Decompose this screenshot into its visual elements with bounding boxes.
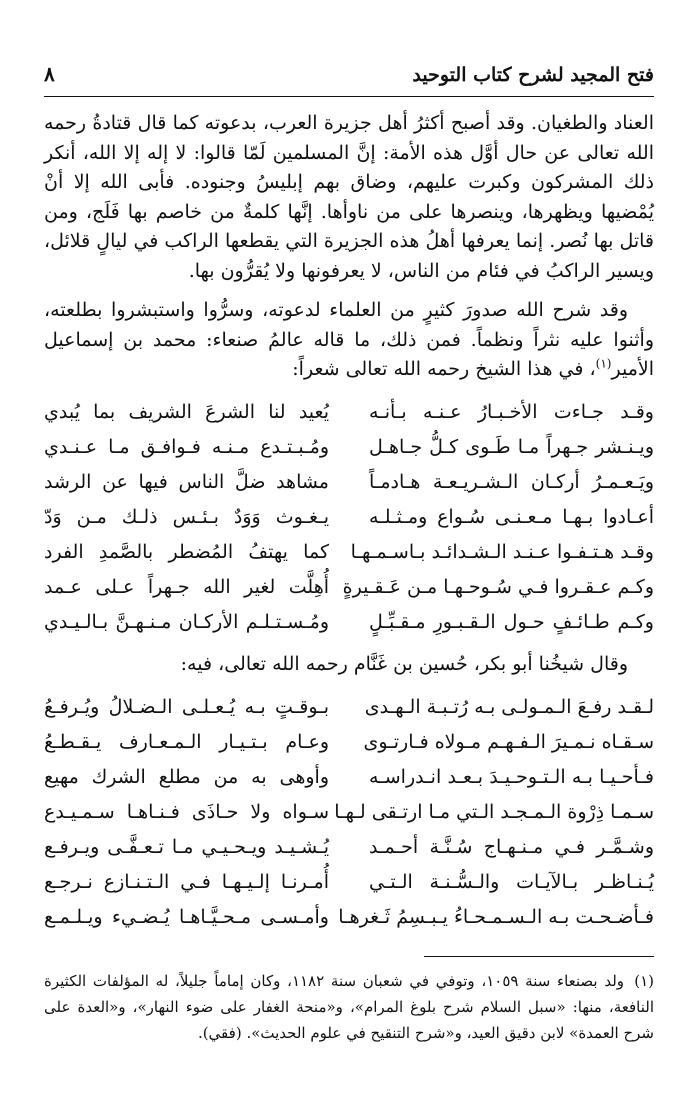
verse bbox=[44, 724, 654, 759]
verse-second-half: ومُـبـتـدع مـنـه فـوافـق مـا عـنـدي bbox=[44, 436, 329, 458]
verse-second-half: وأمـسـى مـحـيَّـاهـا يُـضـيء ويـلـمـع bbox=[44, 905, 329, 928]
verse-second-half: ومُـسـتـلـم الأركـان مـنـهـنَّ بـالـيـدي bbox=[44, 611, 329, 633]
verse bbox=[44, 605, 654, 640]
book-page bbox=[44, 62, 654, 1062]
verse-first-half: فـأحـيـا بـه الـتـوحـيـدَ بـعـد انـدراسـه bbox=[369, 765, 654, 788]
poem-al-amir bbox=[44, 395, 654, 640]
verse-first-half: وقـد هـتـفـوا عـنـد الـشـدائـد بـاسـمـهـا bbox=[350, 541, 654, 563]
footnote-text: ولد بصنعاء سنة ١٠٥٩، وتوفي في شعبان سنة ١١٨٢، وكان إماماً جليلاً، له المؤلفات الكثيرة النافعة، منها: «سبل السلام شرح بلوغ المرام»، و«منحة الغفار على ضوء النهار»، و«العدة على شرح العمدة» لابن دقيق العيد، و«شرح التنقيح في علوم الحديث». (فقي). bbox=[44, 972, 654, 1042]
verse-first-half: سـقـاه نـمـيرَ الـفـهـم مـولاه فـارتـوى bbox=[363, 730, 654, 753]
verse-first-half: ويـنـشر جـهراً مـا طَـوى كـلُّ جـاهـل bbox=[369, 436, 654, 458]
paragraph-1: العناد والطغيان. وقد أصبح أكثرُ أهل جزيرة العرب، بدعوته كما قال قتادةُ رحمه الله تعالى عن حال أوَّل هذه الأمة: إنَّ المسلمين لَمّا قالوا: لا إله إلا الله، أنكر ذلك المشركون وكبرت عليهم، وضاق بهم إبليسُ وجنوده. فأبى الله إلا أنْ يُمْضيها ويظهرها، وينصرها على من ناوأها. إنَّها كلمةٌ من خاصم بها فَلَج، ومن قاتل بها نُصر. إنما يعرفها أهلُ هذه الجزيرة التي يقطعها الراكب في ليالٍ قلائل، ويسير الراكبُ في فئام من الناس، لا يعرفونها ولا يُقرُّون بها. bbox=[44, 112, 654, 282]
verse-second-half: يُعيد لنا الشرعَ الشريف بما يُبدي bbox=[44, 401, 329, 423]
footnote bbox=[44, 968, 654, 1046]
footnote-separator bbox=[424, 956, 654, 957]
paragraph-2 bbox=[44, 296, 654, 385]
verse bbox=[44, 864, 654, 899]
footnote-number: (١) bbox=[634, 972, 655, 990]
verse-second-half: أُمـرنـا إلـيـهـا فـي الـتـنـازع نـرجـع bbox=[44, 870, 329, 893]
verse bbox=[44, 689, 654, 724]
verse-first-half: وقـد جـاءت الأخـبـارُ عـنـه بـأنـه bbox=[369, 401, 654, 423]
verse bbox=[44, 570, 654, 605]
verse bbox=[44, 759, 654, 794]
verse bbox=[44, 465, 654, 500]
verse-first-half: وشـمَّـر فـي مـنـهـاج سُـنَّـة أحـمـد bbox=[369, 835, 654, 858]
verse-second-half: وأوهى به من مطلع الشرك مهيع bbox=[44, 765, 329, 788]
book-title: فتح المجيد لشرح كتاب التوحيد bbox=[412, 64, 654, 86]
verse-first-half: سـمـا ذِرْوة الـمـجـد الـتي مـا ارتـقى لـهـا bbox=[334, 800, 654, 823]
verse bbox=[44, 430, 654, 465]
verse-second-half: كما يهتفُ المُضطر بالصَّمدِ الفرد bbox=[44, 541, 329, 563]
verse-first-half: يُـنـاظـر بـالآيـات والـسُّـنـة الـتـي bbox=[369, 870, 654, 893]
paragraph-2-end: ، في هذا الشيخ رحمه الله تعالى شعراً: bbox=[292, 358, 596, 380]
verse-first-half: وكـم عـقـروا فـي سُـوحـهـا مـن عَـقـيرةٍ bbox=[342, 576, 654, 598]
poem-ibn-ghannam bbox=[44, 689, 654, 934]
verse-second-half: يـغـوث وَوَدٌ بـئـس ذلـك مـن وَدّ bbox=[44, 506, 329, 528]
verse-first-half: ويَـعـمـرُ أركـان الـشـريـعـة هـادمـاً bbox=[369, 471, 654, 493]
page-number: ٨ bbox=[44, 62, 55, 86]
verse bbox=[44, 500, 654, 535]
verse-second-half: سـواه ولا حـاذَى فـنـاهـا سـمـيـدع bbox=[44, 800, 329, 823]
verse-first-half: وكـم طـائـفٍ حـول الـقـبـورِ مـقـبِّـلٍ bbox=[369, 611, 654, 633]
verse-second-half: وعـام بـتـيـار الـمـعـارف يـقـطـعُ bbox=[44, 730, 329, 753]
verse bbox=[44, 535, 654, 570]
verse-first-half: لـقـد رفـعَ الـمـولـى بـه رُتـبـة الـهـدى bbox=[364, 695, 654, 718]
verse-first-half: فـأضـحـت بـه الـسـمـحـاءُ يـبـسِمُ ثَـغرهـا bbox=[338, 905, 654, 928]
page-header bbox=[44, 62, 654, 97]
verse-second-half: يُـشـيـد ويـحـيـي مـا تـعـفَّـى ويـرفـع bbox=[44, 835, 329, 858]
verse-second-half: بـوقـتٍ بـه يُـعـلـى الـضـلالُ ويُـرفـعُ bbox=[44, 695, 329, 718]
paragraph-3: وقال شيخُنا أبو بكر، حُسين بن غَنَّام رحمه الله تعالى، فيه: bbox=[180, 652, 628, 675]
verse bbox=[44, 899, 654, 934]
verse-second-half: أُهِلَّت لغير الله جـهراً عـلى عـمد bbox=[44, 576, 329, 598]
verse-second-half: مشاهد ضلَّ الناس فيها عن الرشد bbox=[44, 471, 329, 493]
footnote-marker[interactable]: (١) bbox=[595, 356, 612, 371]
verse bbox=[44, 794, 654, 829]
verse bbox=[44, 395, 654, 430]
verse bbox=[44, 829, 654, 864]
paragraph-2-text: وقد شرح الله صدورَ كثيرٍ من العلماء لدعوته، وسرُّوا واستبشروا بطلعته، وأثنوا عليه نثراً ونظماً. فمن ذلك، ما قاله عالمُ صنعاء: محمد بن إسماعيل الأمير bbox=[44, 299, 654, 380]
verse-first-half: أعـادوا بـهـا مـعـنـى سُـواع ومـثـلـه bbox=[369, 506, 654, 528]
